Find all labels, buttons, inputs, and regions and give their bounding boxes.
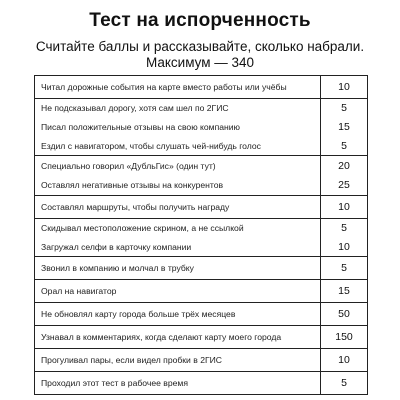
question-text: Писал положительные отзывы на свою компанию xyxy=(41,121,240,132)
question-group xyxy=(35,372,367,394)
question-points xyxy=(321,76,367,98)
question-points-value: 5 xyxy=(341,377,347,389)
instructions-text: Считайте баллы и рассказывайте, сколько набрали. xyxy=(35,39,365,54)
page-title: Тест на испорченность xyxy=(89,10,311,31)
question-group xyxy=(35,76,367,99)
question-descriptions xyxy=(35,99,321,155)
question-points xyxy=(321,99,367,155)
question-group xyxy=(35,280,367,303)
question-group xyxy=(35,196,367,219)
question-text: Читал дорожные события на карте вместо работы или учёбы xyxy=(41,82,287,92)
question-text: Не подсказывал дорогу, хотя сам шел по 2ГИС xyxy=(41,103,229,114)
question-text: Ездил с навигатором, чтобы слушать чей-нибудь голос xyxy=(41,140,261,151)
question-descriptions xyxy=(35,326,321,348)
question-points-value: 150 xyxy=(335,331,353,343)
question-points-value: 50 xyxy=(338,308,350,320)
question-descriptions xyxy=(35,219,321,256)
question-points xyxy=(321,280,367,302)
question-points-value: 15 xyxy=(338,120,350,133)
question-descriptions xyxy=(35,372,321,394)
question-descriptions xyxy=(35,303,321,325)
question-points xyxy=(321,372,367,394)
question-descriptions xyxy=(35,280,321,302)
question-group xyxy=(35,303,367,326)
question-descriptions xyxy=(35,349,321,371)
question-points-value: 5 xyxy=(341,102,347,115)
question-points-value: 25 xyxy=(338,179,350,192)
question-points-value: 10 xyxy=(338,201,350,213)
question-text: Составлял маршруты, чтобы получить награду xyxy=(41,202,230,212)
question-points-value: 5 xyxy=(341,222,347,235)
question-group xyxy=(35,156,367,196)
question-group xyxy=(35,99,367,156)
question-points xyxy=(321,196,367,218)
max-score-text: Максимум — 340 xyxy=(145,55,255,70)
question-group xyxy=(35,257,367,280)
question-points xyxy=(321,303,367,325)
question-text: Прогуливал пары, если видел пробки в 2ГИС xyxy=(41,355,223,365)
question-points-value: 10 xyxy=(338,240,350,253)
question-points xyxy=(321,219,367,256)
question-descriptions xyxy=(35,76,321,98)
question-points xyxy=(321,156,367,195)
question-descriptions xyxy=(35,257,321,279)
question-points-value: 20 xyxy=(338,159,350,172)
quiz-table xyxy=(34,75,368,395)
question-points xyxy=(321,349,367,371)
question-descriptions xyxy=(35,156,321,195)
question-group xyxy=(35,326,367,349)
question-points-value: 5 xyxy=(341,262,347,274)
question-text: Узнавал в комментариях, когда сделают карту моего города xyxy=(41,332,282,342)
question-text: Проходил этот тест в рабочее время xyxy=(41,378,188,388)
question-points-value: 5 xyxy=(341,139,347,152)
question-text: Загружал селфи в карточку компании xyxy=(41,241,192,252)
question-descriptions xyxy=(35,196,321,218)
question-text: Звонил в компанию и молчал в трубку xyxy=(41,263,194,273)
question-points-value: 10 xyxy=(338,81,350,93)
question-text: Оставлял негативные отзывы на конкурентов xyxy=(41,180,224,191)
question-group xyxy=(35,349,367,372)
question-text: Специально говорил «ДубльГис» (один тут) xyxy=(41,160,216,171)
question-points-value: 15 xyxy=(338,285,350,297)
question-text: Не обновлял карту города больше трёх месяцев xyxy=(41,309,236,319)
question-text: Скидывал местоположение скрином, а не ссылкой xyxy=(41,223,244,234)
question-group xyxy=(35,219,367,257)
question-points xyxy=(321,326,367,348)
question-text: Орал на навигатор xyxy=(41,286,117,296)
question-points-value: 10 xyxy=(338,354,350,366)
question-points xyxy=(321,257,367,279)
